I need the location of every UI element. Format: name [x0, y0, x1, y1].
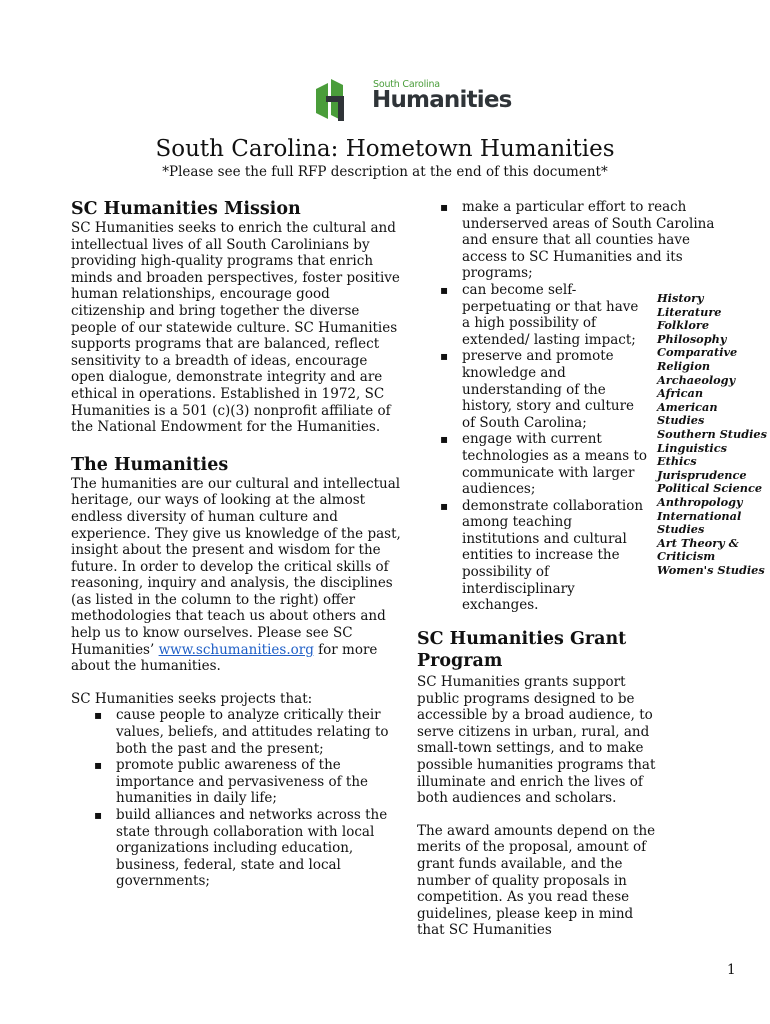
mission-heading: SC Humanities Mission	[71, 199, 301, 219]
list-item: ▪ demonstrate collaboration among teaching institutions and cultural entities to increase the possibility of interdisciplinary exchanges.	[440, 498, 648, 614]
discipline-item: Women's Studies	[657, 562, 765, 577]
discipline-item: Literature	[657, 304, 722, 319]
logo-mark-icon	[316, 79, 350, 121]
sc-humanities-logo	[316, 77, 512, 121]
humanities-body-text-end: for more about the humanities.	[71, 641, 378, 675]
list-item: ▪ build alliances and networks across the state through collaboration with local organizations including education, business, federal, state and local governments;	[94, 807, 394, 890]
seeks-intro: SC Humanities seeks projects that:	[71, 690, 313, 707]
schumanities-link[interactable]: www.schumanities.org	[158, 641, 314, 658]
discipline-item: Philosophy	[657, 331, 727, 346]
discipline-item: Archaeology	[657, 372, 736, 387]
humanities-heading: The Humanities	[71, 454, 229, 475]
discipline-item: Art Theory & Criticism	[657, 535, 739, 564]
list-item: ▪ can become self-perpetuating or that have a high possibility of extended/ lasting impact;	[440, 282, 648, 348]
left-bullet-list	[94, 707, 394, 890]
discipline-item: Southern Studies	[657, 426, 767, 441]
discipline-item: Ethics	[657, 454, 697, 469]
discipline-item: Comparative Religion	[657, 345, 738, 373]
grant-program-section	[417, 628, 657, 939]
grant-para-2: The award amounts depend on the merits of the proposal, amount of grant funds available, and the number of quality proposals in competition. As you read these guidelines, please keep in mind that SC Humanities	[417, 822, 656, 939]
discipline-item: Anthropology	[657, 494, 743, 509]
grant-heading: SC Humanities Grant Program	[417, 629, 627, 671]
discipline-item: Linguistics	[657, 440, 727, 455]
discipline-item: Political Science	[657, 481, 763, 496]
logo-big-text: Humanities	[372, 87, 512, 113]
page-title: South Carolina: Hometown Humanities	[155, 136, 615, 162]
list-item: ▪ promote public awareness of the importance and pervasiveness of the humanities in daily life;	[94, 757, 394, 807]
list-item: ▪ cause people to analyze critically their values, beliefs, and attitudes relating to both the past and the present;	[94, 707, 394, 757]
humanities-body	[71, 476, 401, 675]
list-item: ▪ preserve and promote knowledge and understanding of the history, story and culture of South Carolina;	[440, 348, 648, 431]
left-column	[71, 198, 401, 890]
grant-para-1: SC Humanities grants support public programs designed to be accessible by a broad audience, to serve citizens in urban, rural, and small-town settings, and to make possible humanities programs that illuminate and enrich the lives of both audiences and scholars.	[417, 674, 656, 807]
mission-body: SC Humanities seeks to enrich the cultural and intellectual lives of all South Carolinians by providing high-quality programs that enrich minds and broaden perspectives, foster positive human relationships, encourage good citizenship and bring together the diverse people of our statewide culture. SC Humanities supports programs that are balanced, reflect sensitivity to a breadth of ideas, encourage open dialogue, demonstrate integrity and are ethical in operations. Established in 1972, SC Humanities is a 501 (c)(3) nonprofit affiliate of the National Endowment for the Humanities.	[71, 220, 400, 436]
humanities-body-text: The humanities are our cultural and intellectual heritage, our ways of looking at the almost endless diversity of human culture and experience. They give us knowledge of the past, insight about the present and wisdom for the future. In order to develop the critical skills of reasoning, inquiry and analysis, the disciplines (as listed in the column to the right) offer methodologies that teach us about others and help us to know ourselves. Please see SC Humanities’	[71, 475, 401, 658]
page-number: 1	[727, 962, 736, 978]
discipline-item: African American Studies	[657, 386, 718, 428]
discipline-item: History	[657, 291, 704, 305]
list-item: ▪ engage with current technologies as a means to communicate with larger audiences;	[440, 431, 648, 497]
discipline-item: Folklore	[657, 318, 710, 333]
logo-small-text: South Carolina	[373, 79, 440, 90]
disciplines-list	[657, 292, 767, 577]
discipline-item: Jurisprudence	[657, 467, 747, 482]
list-item: ▪ make a particular effort to reach underserved areas of South Carolina and ensure that all counties have access to SC Humanities and its programs;	[440, 199, 732, 282]
discipline-item: International Studies	[657, 508, 742, 537]
page-subtitle: *Please see the full RFP description at the end of this document*	[162, 164, 608, 180]
